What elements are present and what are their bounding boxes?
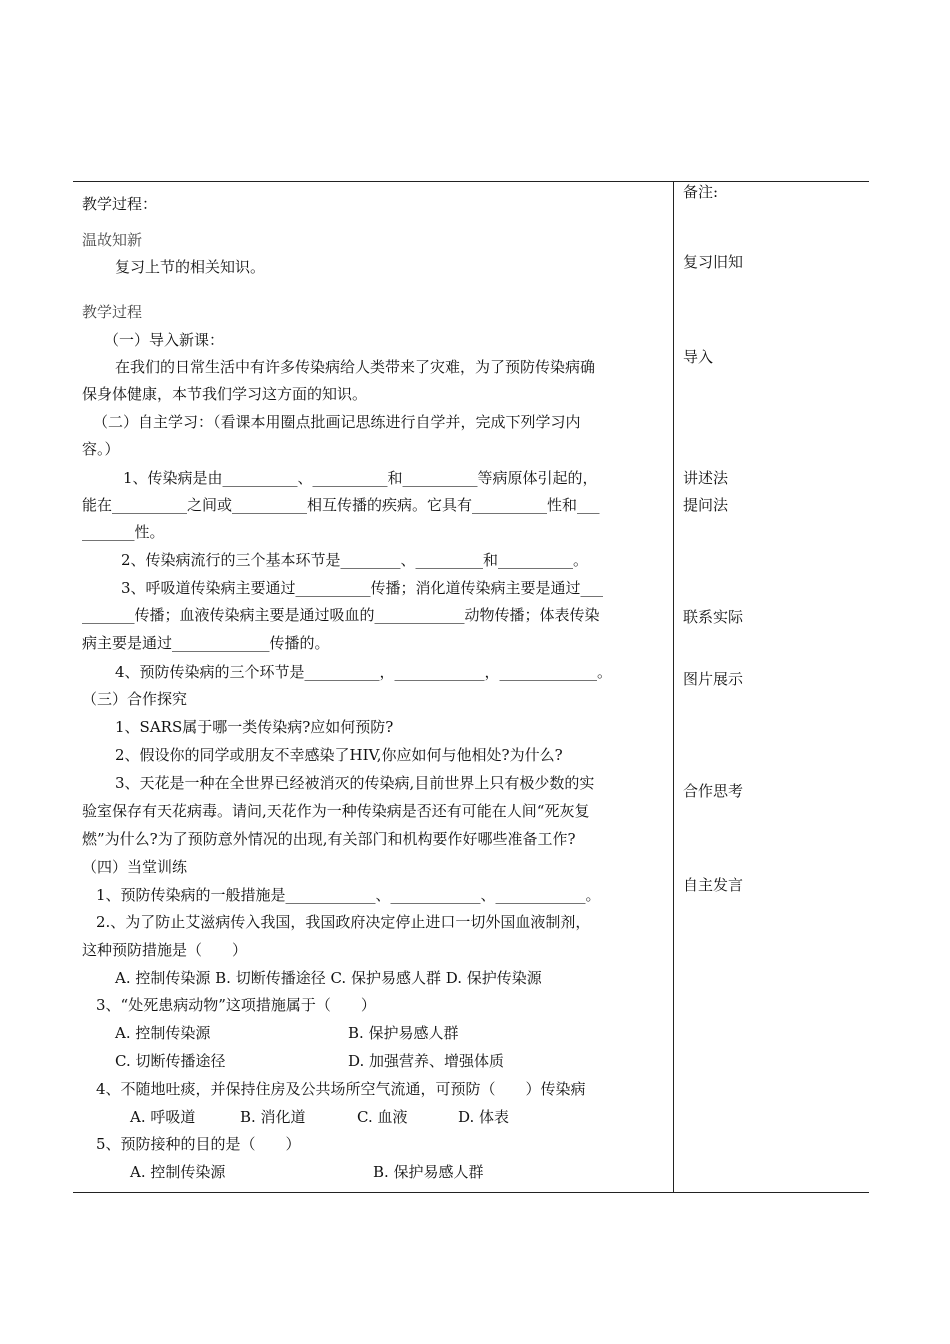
exercise-4-option: C. 血液 xyxy=(357,1108,408,1126)
discussion-question-3: 燃”为什么?为了预防意外情况的出现,有关部门和机构要作好哪些准备工作? xyxy=(82,830,576,848)
exercise-2-options: A. 控制传染源 B. 切断传播途径 C. 保护易感人群 D. 保护传染源 xyxy=(115,969,542,987)
note-lecture: 讲述法 xyxy=(683,469,729,487)
discussion-question-2: 2、假设你的同学或朋友不幸感染了HIV,你应如何与他相处?为什么? xyxy=(115,746,563,764)
section-header: 教学过程： xyxy=(82,195,158,213)
exercise-5: 5、预防接种的目的是（ ） xyxy=(96,1135,301,1153)
section-4-heading: （四）当堂训练 xyxy=(82,858,188,876)
exercise-3-option: C. 切断传播途径 xyxy=(115,1052,226,1070)
exercise-4: 4、不随地吐痰，并保持住房及公共场所空气流通，可预防（ ）传染病 xyxy=(96,1080,586,1098)
exercise-4-option: B. 消化道 xyxy=(240,1108,306,1126)
exercise-3-option: B. 保护易感人群 xyxy=(348,1024,459,1042)
table-bottom-rule xyxy=(73,1192,869,1193)
question-3: 病主要是通过_____________传播的。 xyxy=(82,634,330,652)
note-pictures: 图片展示 xyxy=(683,670,744,688)
section-3-heading: （三）合作探究 xyxy=(82,690,188,708)
note-review: 复习旧知 xyxy=(683,253,744,271)
note-speak: 自主发言 xyxy=(683,876,744,894)
exercise-2: 2.、为了防止艾滋病传入我国，我国政府决定停止进口一切外国血液制剂， xyxy=(96,913,591,931)
section-1-text: 在我们的日常生活中有许多传染病给人类带来了灾难，为了预防传染病确 xyxy=(115,358,596,376)
discussion-question-3: 验室保存有天花病毒。请问,天花作为一种传染病是否还有可能在人间“死灰复 xyxy=(82,802,590,820)
discussion-question-1: 1、SARS属于哪一类传染病?应如何预防? xyxy=(115,718,394,736)
exercise-1: 1、预防传染病的一般措施是____________、____________、____________。 xyxy=(96,886,601,904)
exercise-3-option: D. 加强营养、增强体质 xyxy=(348,1052,505,1070)
section-1-heading: （一）导入新课： xyxy=(104,331,225,349)
exercise-3: 3、“处死患病动物”这项措施属于（ ） xyxy=(96,996,376,1014)
notes-header: 备注: xyxy=(683,183,719,201)
section-1-text: 保身体健康，本节我们学习这方面的知识。 xyxy=(82,385,368,403)
question-2: 2、传染病流行的三个基本环节是________、_________和__________。 xyxy=(121,551,589,569)
note-practice: 联系实际 xyxy=(683,608,744,626)
exercise-3-option: A. 控制传染源 xyxy=(115,1024,211,1042)
question-3: 3、呼吸道传染病主要通过__________传播；消化道传染病主要是通过___ xyxy=(121,579,604,597)
question-4: 4、预防传染病的三个环节是__________，____________，_____________。 xyxy=(115,663,613,681)
note-cooperate: 合作思考 xyxy=(683,782,744,800)
question-1: 1、传染病是由__________、__________和__________等病原体引起的， xyxy=(123,469,598,487)
exercise-4-option: A. 呼吸道 xyxy=(130,1108,196,1126)
review-text: 复习上节的相关知识。 xyxy=(115,258,266,276)
review-heading: 温故知新 xyxy=(82,231,143,249)
note-intro: 导入 xyxy=(683,348,714,366)
table-top-rule xyxy=(73,181,869,182)
process-heading: 教学过程 xyxy=(82,303,143,321)
question-3: _______传播；血液传染病主要是通过吸血的____________动物传播；体表传染 xyxy=(82,606,600,624)
column-divider xyxy=(673,181,674,1192)
exercise-5-option: B. 保护易感人群 xyxy=(373,1163,484,1181)
section-2-heading: （二）自主学习：（看课本用圈点批画记思练进行自学并，完成下列学习内 xyxy=(93,413,581,431)
question-1: 能在__________之间或__________相互传播的疾病。它具有__________性和___ xyxy=(82,496,600,514)
exercise-2: 这种预防措施是（ ） xyxy=(82,941,248,959)
question-1: _______性。 xyxy=(82,523,165,541)
exercise-5-option: A. 控制传染源 xyxy=(130,1163,226,1181)
discussion-question-3: 3、天花是一种在全世界已经被消灭的传染病,目前世界上只有极少数的实 xyxy=(115,774,595,792)
section-2-heading: 容。） xyxy=(82,440,120,458)
exercise-4-option: D. 体表 xyxy=(458,1108,510,1126)
note-question: 提问法 xyxy=(683,496,729,514)
